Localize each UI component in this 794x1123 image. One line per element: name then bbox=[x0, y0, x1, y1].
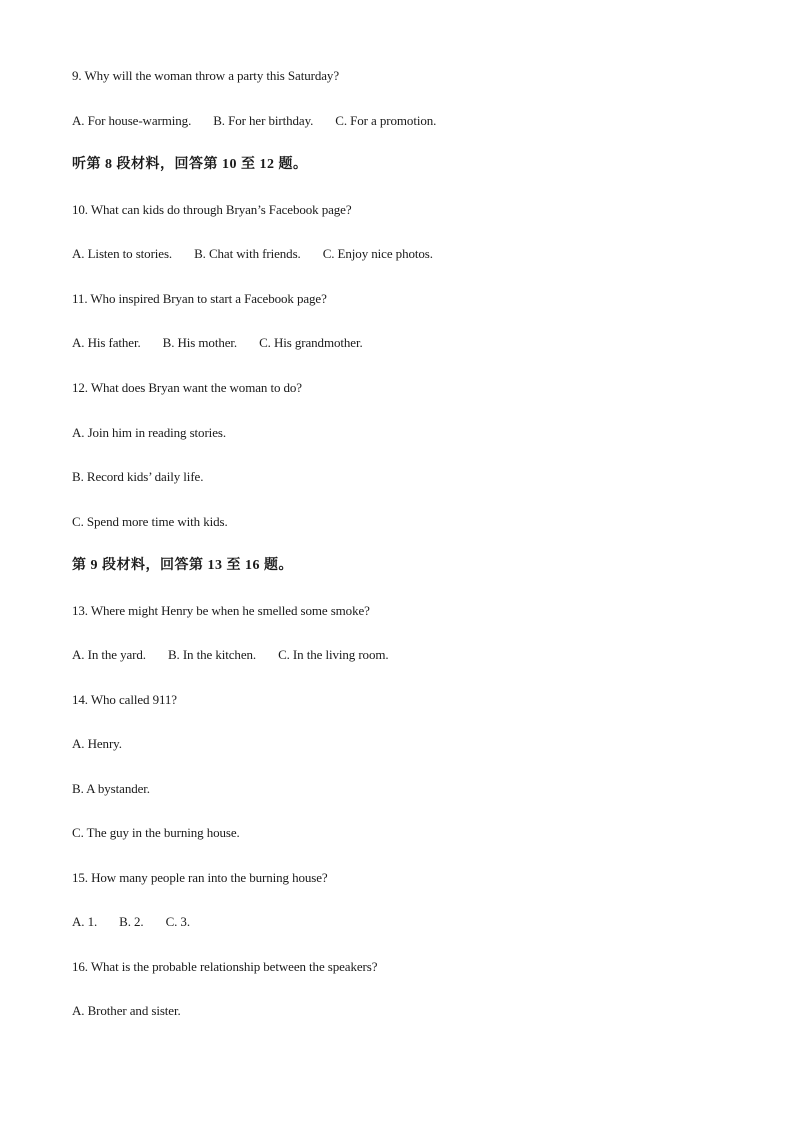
q12-option-a: A. Join him in reading stories. bbox=[72, 425, 226, 440]
q10-option-a: A. Listen to stories. bbox=[72, 246, 173, 261]
question-11-options bbox=[72, 335, 363, 351]
q11-option-a: A. His father. bbox=[72, 335, 141, 350]
q13-option-c: C. In the living room. bbox=[278, 647, 389, 662]
q16-option-a: A. Brother and sister. bbox=[72, 1003, 181, 1018]
q12-option-b: B. Record kids’ daily life. bbox=[72, 469, 204, 484]
q14-option-a: A. Henry. bbox=[72, 736, 122, 751]
question-9: 9. Why will the woman throw a party this Saturday? bbox=[72, 68, 339, 83]
question-10: 10. What can kids do through Bryan’s Facebook page? bbox=[72, 202, 352, 217]
question-13: 13. Where might Henry be when he smelled some smoke? bbox=[72, 603, 370, 618]
q13-option-b: B. In the kitchen. bbox=[167, 647, 257, 662]
q11-option-c: C. His grandmother. bbox=[259, 335, 363, 350]
q10-option-b: B. Chat with friends. bbox=[194, 246, 301, 261]
q13-option-a: A. In the yard. bbox=[72, 647, 146, 662]
question-14: 14. Who called 911? bbox=[72, 692, 177, 707]
q12-option-c: C. Spend more time with kids. bbox=[72, 514, 228, 529]
q9-option-b: B. For her birthday. bbox=[213, 113, 314, 128]
question-9-options bbox=[72, 113, 436, 129]
q15-option-a: A. 1. bbox=[72, 914, 98, 929]
question-10-options bbox=[72, 246, 433, 262]
q15-option-b: B. 2. bbox=[119, 914, 144, 929]
q10-option-c: C. Enjoy nice photos. bbox=[322, 246, 433, 261]
question-15: 15. How many people ran into the burning house? bbox=[72, 870, 328, 885]
question-13-options bbox=[72, 647, 389, 663]
question-11: 11. Who inspired Bryan to start a Facebook page? bbox=[72, 291, 327, 306]
q9-option-a: A. For house-warming. bbox=[72, 113, 192, 128]
q15-option-c: C. 3. bbox=[165, 914, 190, 929]
q14-option-c: C. The guy in the burning house. bbox=[72, 825, 240, 840]
q11-option-b: B. His mother. bbox=[162, 335, 238, 350]
question-16: 16. What is the probable relationship between the speakers? bbox=[72, 959, 378, 974]
section-9-heading: 第 9 段材料，回答第 13 至 16 题。 bbox=[72, 558, 293, 573]
section-8-heading: 听第 8 段材料，回答第 10 至 12 题。 bbox=[72, 157, 308, 172]
q14-option-b: B. A bystander. bbox=[72, 781, 150, 796]
q9-option-c: C. For a promotion. bbox=[335, 113, 437, 128]
question-12: 12. What does Bryan want the woman to do? bbox=[72, 380, 302, 395]
question-15-options bbox=[72, 914, 190, 930]
